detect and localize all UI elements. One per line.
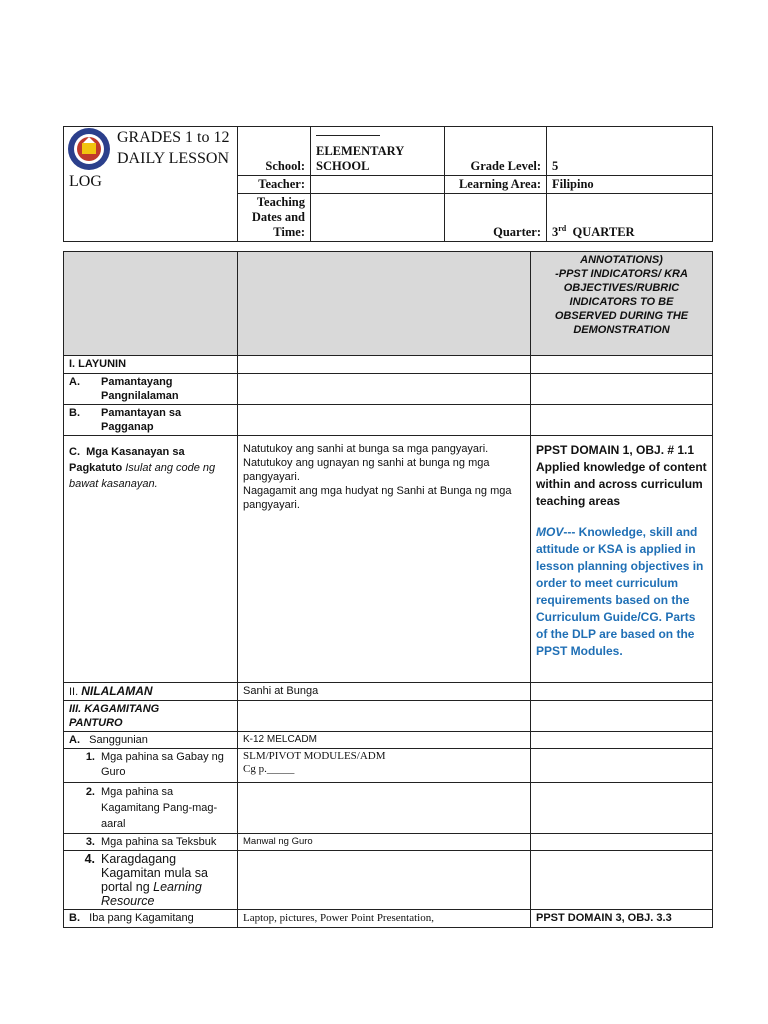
row-sanggunian: A. Sanggunian	[64, 732, 238, 749]
grade-level-value: 5	[547, 127, 713, 176]
school-value: ELEMENTARY SCHOOL	[311, 127, 445, 176]
header-blank-2	[238, 252, 531, 356]
doc-title-line2: DAILY LESSON	[117, 150, 230, 167]
learning-area-label: Learning Area:	[445, 176, 547, 194]
row-teksbuk: 3. Mga pahina sa Teksbuk	[64, 834, 238, 851]
ppst-domain-1: PPST DOMAIN 1, OBJ. # 1.1	[536, 443, 695, 457]
header-table	[63, 126, 713, 242]
teksbuk-value: Manwal ng Guro	[238, 834, 531, 851]
learning-competencies: Natutukoy ang sanhi at bunga sa mga pangyayari. Natutukoy ang ugnayan ng sanhi at bunga ng mga pangyayari. Nagagamit ang mga hudyat ng Sanhi at Bunga ng mga pangyayari.	[238, 436, 531, 683]
row-pamantayan-sa-pagganap: B. Pamantayan sa Pagganap	[64, 405, 238, 436]
learning-area-value: Filipino	[547, 176, 713, 194]
kagamitang-panturo-heading: III. KAGAMITANG PANTURO	[64, 701, 238, 732]
title-cell	[64, 127, 238, 242]
doc-title-line1: GRADES 1 to 12	[117, 129, 230, 146]
row-gabay-ng-guro: 1. Mga pahina sa Gabay ng Guro	[64, 749, 238, 783]
row-kagamitang-pang-mag-aaral: 2. Mga pahina sa Kagamitang Pang-mag-aaral	[64, 783, 238, 834]
sanggunian-value: K-12 MELCADM	[238, 732, 531, 749]
row-karagdagang-kagamitan: 4. Karagdagang Kagamitan mula sa portal ng Learning Resource	[64, 851, 238, 910]
ppst-domain-1-cell	[531, 436, 713, 683]
teacher-label: Teacher:	[238, 176, 311, 194]
row-iba-pang-kagamitan: B. Iba pang Kagamitang	[64, 910, 238, 928]
ppst-domain-3: PPST DOMAIN 3, OBJ. 3.3	[531, 910, 713, 928]
nilalaman-value: Sanhi at Bunga	[238, 683, 531, 701]
row-kasanayan-sa-pagkatuto: C. Mga Kasanayan sa Pagkatuto Isulat ang code ng bawat kasanayan.	[64, 436, 238, 683]
iba-value: Laptop, pictures, Power Point Presentation,	[238, 910, 531, 928]
deped-seal-icon	[67, 127, 111, 171]
school-blank-line	[316, 135, 380, 136]
mov-note: MOV--- Knowledge, skill and attitude or KSA is applied in lesson planning objectives in order to meet curriculum requirements based on the Curriculum Guide/CG. Parts of the DLP are based on the PPST Modules.	[536, 525, 704, 658]
dates-value	[311, 194, 445, 242]
annotations-header: ANNOTATIONS) -PPST INDICATORS/ KRA OBJECTIVES/RUBRIC INDICATORS TO BE OBSERVED DURING THE DEMONSTRATION	[531, 252, 713, 356]
quarter-label: Quarter:	[445, 194, 547, 242]
quarter-value: 3rd QUARTER	[547, 194, 713, 242]
teacher-value	[311, 176, 445, 194]
row-pamantayang-pangnilalaman: A. Pamantayang Pangnilalaman	[64, 374, 238, 405]
layunin-heading: I. LAYUNIN	[64, 356, 238, 374]
doc-title-line3: LOG	[69, 173, 102, 190]
nilalaman-heading: II. NILALAMAN	[64, 683, 238, 701]
lesson-table	[63, 251, 713, 928]
ppst-domain-1-desc: Applied knowledge of content within and across curriculum teaching areas	[536, 460, 707, 508]
school-label: School:	[238, 127, 311, 176]
grade-level-label: Grade Level:	[445, 127, 547, 176]
header-blank-1	[64, 252, 238, 356]
gabay-value: SLM/PIVOT MODULES/ADM Cg p._____	[238, 749, 531, 783]
dates-label: Teaching Dates and Time:	[238, 194, 311, 242]
